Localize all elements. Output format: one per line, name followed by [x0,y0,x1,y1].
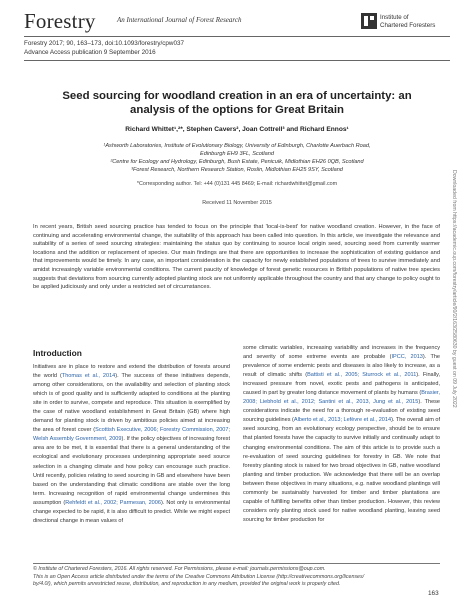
journal-name: Forestry [24,9,96,33]
affiliation-2: ²Centre for Ecology and Hydrology, Edinburgh, Bush Estate, Penicuik, Midlothian EH26 0QB, Scotland [110,159,364,165]
journal-subtitle: An International Journal of Forest Research [117,16,242,24]
section-heading: Introduction [33,348,82,358]
citation-link[interactable]: IPCC, 2013 [391,354,423,361]
received-date: Received 11 November 2015 [202,200,272,206]
article-title: Seed sourcing for woodland creation in an era of uncertainty: an analysis of the options for Great Britain [62,90,412,116]
body-text: ). Not only is environmental change expected to be rapid, it is also difficult to predict. While we might expect directional change in mean values of [33,499,230,524]
body-text: ). If the policy objectives of increasing forest area are to be met, it is essential that there is a general understanding of the ecological and evolutionary processes underpinning appropriate seed source selection in a changing climate and how policy can encourage such practice. Until recently, policies relating to seed sourcing in GB and elsewhere have been based on the understanding that climatic conditions are stable over the long term. Increasing recognition of rapid environmental change undermines this assumption ( [33,436,230,506]
citation-link[interactable]: Scottish Executive, 2006; Forestry Commission, 2007; Welsh Assembly Government, 2009 [33,427,230,443]
citation-link[interactable]: Alberto et al., 2013; Lefèvre et al., 2014 [293,417,392,424]
citation-link[interactable]: Brasier, 2008; Liebhold et al., 2012; Santini et al., 2013, Jung et al., 2015 [243,390,440,406]
body-text: ). The success of these initiatives depends, among other considerations, on the availability and selection of planting stock which is of good quality and is sufficiently adapted to conditions at the planting site in order to survive, compete and reproduce. This situation is exemplified by the case of native woodland establishment in Great Britain (GB) where high demand for planting stock is driven by ambitious policies aimed at increasing the area of forest cover ( [33,373,230,434]
body-text: ). The overall aim of seed sourcing, from an evolutionary ecology perspective, should be to ensure that planted forests have the capacity to survive initially and continually adapt to changing environmental conditions. The aim of this article is to provide such a re-evaluation of seed sourcing guidelines for forestry in GB. We note that forestry planting stock is raised for two broad objectives in GB, native woodland planting and timber production. We acknowledge that there will be an overlap between these objectives in many situations, e.g. native woodland plantings will commonly be sustainably harvested for timber and timber plantations are capable of fulfilling benefits other than timber production. However, this review considers only planting stock used for native woodland planting, leaving seed sourcing for timber production for [243,417,440,523]
citation-line: Forestry 2017; 90, 163–173, doi:10.1093/forestry/cpw037 [24,40,184,47]
abstract: In recent years, British seed sourcing practice has tended to focus on the principle that 'local-is-best' for native woodland creation. However, in the face of continuing and accelerating environmental change, the suitability of this approach has been called into question. In this article, we investigate the relevance and suitability of a series of seed sourcing strategies: maintaining the status quo by continuing to source local origin seed, sourcing seed from currently warmer locations and the addition or replacement of species. Our main findings are that there are opportunities to increase the sophistication of existing guidance and that improvements would be timely. In any case, an important consideration is the capacity for newly established populations of trees to survive immediately and amidst increasingly variable environmental conditions. The current paucity of knowledge of forest genetic resources in British populations of native tree species suggests that deviations from sourcing currently adopted planting stock are not uniformly applicable throughout the country and that any change to policy ought to be applied judiciously and only under a restricted set of circumstances. [33,224,440,291]
citation-rule [24,60,450,61]
advance-access-line: Advance Access publication 9 September 2016 [24,49,156,56]
body-column-right [243,344,440,525]
corresponding-author: *Corresponding author. Tel: +44 (0)131 445 8469; E-mail: richardwhittet@gmail.com [136,181,338,187]
footer-rule [33,563,440,564]
download-watermark [450,170,458,470]
affiliation-1-cont: Edinburgh EH9 3FL, Scotland [199,151,274,157]
citation-link[interactable]: Battisti et al., 2005; Sturrock et al., 2011 [307,372,417,379]
page-number: 163 [428,590,439,597]
affiliation-1: ¹Ashworth Laboratories, Institute of Evolutionary Biology, University of Edinburgh, Charlotte Auerbach Road, [103,143,371,149]
citation-link[interactable]: Rehfeldt et al., 2002; Parmesan, 2006 [65,499,161,506]
body-text: ). Finally, increased pressure from novel, exotic pests and pathogens is anticipated, caused in part by greater long distance movement of plants by humans ( [243,372,440,397]
affiliation-3: ³Forest Research, Northern Research Station, Roslin, Midlothian EH25 9SY, Scotland [131,167,343,173]
citation-link[interactable]: Thomas et al., 2014 [61,373,116,380]
body-column-left [33,363,230,526]
header-rule [24,36,450,37]
download-notice: Downloaded from https://academic.oup.com/forestry/article/90/2/163/2580630 by guest on 09 July 2022 [451,170,457,408]
body-text: ). These considerations indicate the need for a thorough re-evaluation of existing seed sourcing guidelines ( [243,399,441,424]
body-text: some climatic variables, increasing variability and increases in the frequency and severity of some extreme events are probable ( [243,345,440,361]
body-text: Initiatives are in place to restore and extend the distribution of forests around the world ( [33,364,230,380]
institute-logo-icon [361,13,377,34]
body-text: ). The prevalence of some endemic pests and diseases is also likely to increase, as a result of climatic shifts ( [243,354,440,379]
author-list: Richard Whittet¹,²*, Stephen Cavers², Joan Cottrell³ and Richard Ennos¹ [125,126,349,133]
publisher-name: Institute of Chartered Foresters [380,14,436,29]
license-footer: © Institute of Chartered Foresters, 2016. All rights reserved. For Permissions, please e-mail: journals.permissions@oup.com. This is an Open Access article distributed under the terms of the Creative Commons Attribution License (http://creativecommons.org/licenses/ by/4.0/), which permits unrestricted reuse, distribution, and reproduction in any medium, provided the original work is properly cited. [33,566,365,588]
